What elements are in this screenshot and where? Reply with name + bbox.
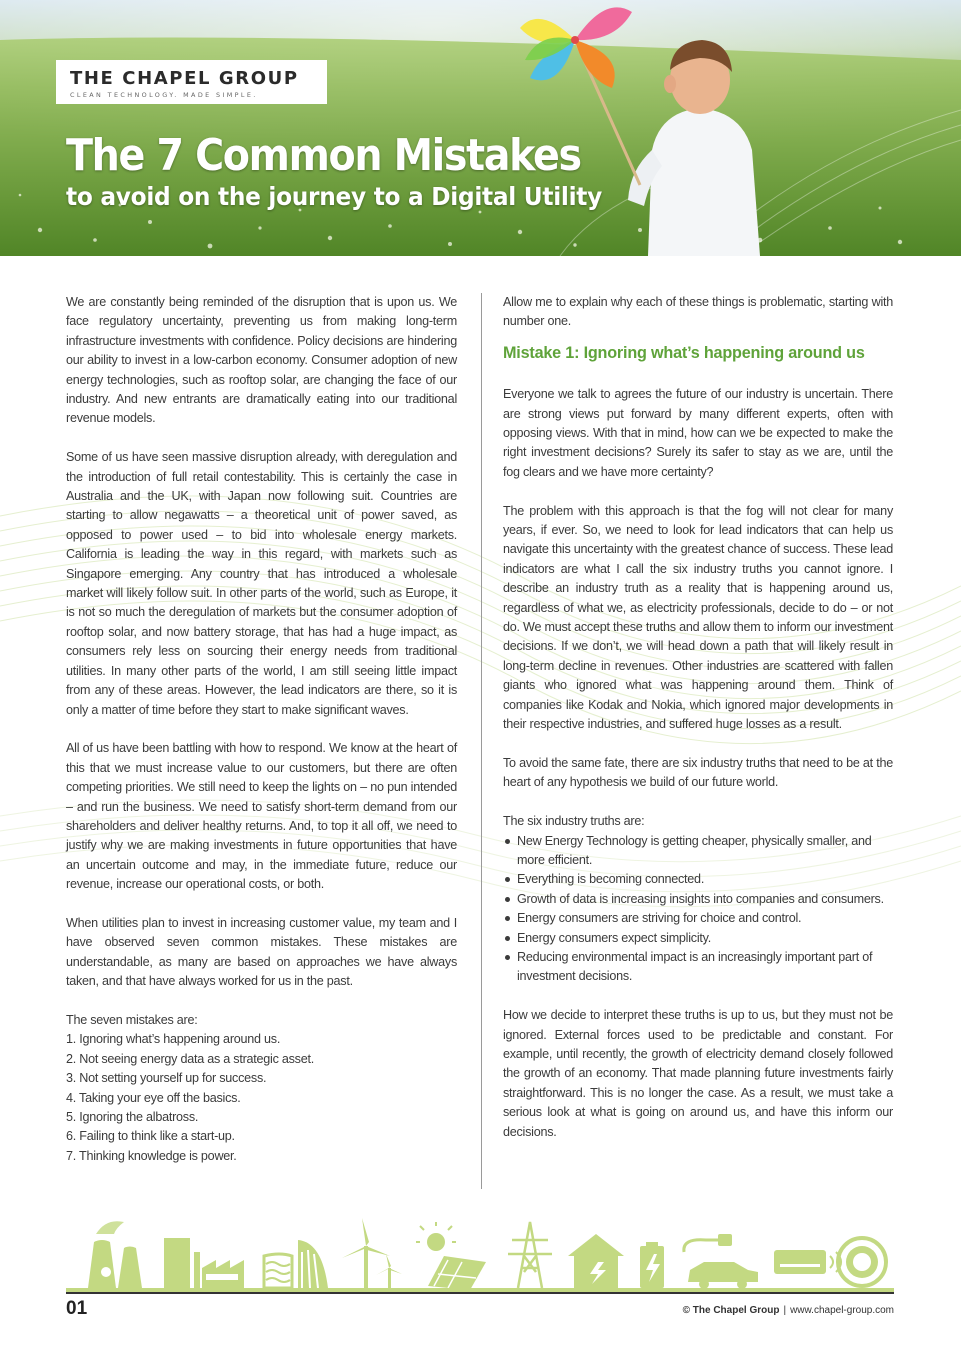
list-intro: The seven mistakes are: [66,1012,198,1027]
list-item: Everything is becoming connected. [503,870,893,889]
list-item: 5. Ignoring the albatross. [66,1110,199,1124]
air-conditioner-icon [774,1250,841,1274]
smart-meter-icon [838,1238,886,1286]
paragraph: All of us have been battling with how to respond. We know at the heart of this that we must increase value to our customers, but there are often competing priorities. We still need to keep the lights on – no pun intended – and run the business. We need to satisfy short-term demand from our shareholders and deliver healthy returns. And, to top it all off, we need to justify why we are making investments in future opportunities that have an uncertain outcome and may, in the immediate future, reduce our revenue, increase our operational costs, or both. [66,741,457,892]
mistakes-list [66,1030,457,1166]
copyright-text: © The Chapel Group [682,1305,780,1316]
hero-banner [0,0,961,256]
electric-car-icon [684,1234,758,1289]
page-number: 01 [66,1298,88,1319]
truths-list [503,832,893,987]
list-item: 6. Failing to think like a start-up. [66,1129,235,1144]
column-divider [481,293,482,1189]
company-logo [56,60,327,104]
nuclear-plant-icon [88,1221,142,1288]
hydro-dam-icon [264,1240,328,1288]
field-photo [0,0,961,256]
left-column [66,293,457,1166]
page-title: The 7 Common Mistakes [66,130,581,181]
paragraph: When utilities plan to invest in increasing customer value, my team and I have observed seven common mistakes. These mistakes are understandable, as many are based on approaches we have always taken, and that have always worked for us in the past. [66,915,457,989]
section-heading: Mistake 1: Ignoring what’s happening around us [503,343,865,362]
list-item: 7. Thinking knowledge is power. [66,1148,237,1163]
list-item: Growth of data is increasing insights into companies and consumers. [503,890,893,909]
logo-name: THE CHAPEL GROUP [70,68,299,89]
smart-home-icon [568,1234,624,1288]
right-column [503,293,893,1161]
paragraph: Allow me to explain why each of these things is problematic, starting with number one. [503,295,893,329]
list-item: Energy consumers are striving for choice and control. [503,909,893,928]
footer-rule [66,1292,894,1294]
website-link[interactable]: www.chapel-group.com [790,1305,894,1316]
list-item: Energy consumers expect simplicity. [503,929,893,948]
paragraph: How we decide to interpret these truths is up to us, but they must not be ignored. External forces used to be predictable and constant. For example, until recently, the growth of electricity demand closely followed the growth of an economy. That made planning future investments fairly straightforward. This is no longer the case. As a result, we must take a serious look at what is going on around us, and have this inform our decisions. [503,1008,893,1139]
list-item: 1. Ignoring what’s happening around us. [66,1032,281,1047]
logo-tagline: CLEAN TECHNOLOGY. MADE SIMPLE. [70,91,258,99]
page-subtitle: to avoid on the journey to a Digital Utility [66,182,602,211]
list-item: 4. Taking your eye off the basics. [66,1090,241,1105]
transmission-tower-icon [508,1222,552,1288]
list-item: New Energy Technology is getting cheaper, physically smaller, and more efficient. [503,832,893,871]
list-intro: The six industry truths are: [503,814,645,829]
list-item: Reducing environmental impact is an increasingly important part of investment decisions. [503,948,893,987]
battery-icon [640,1242,664,1288]
paragraph: We are constantly being reminded of the disruption that is upon us. We face regulatory uncertainty, preventing us from making long-term infrastructure investments with confidence. Policy decisions are hindering our ability to invest in a low-carbon economy. Consumer adoption of new energy technologies, such as rooftop solar, are changing the face of our industry. And new entrants are dramatically eating into our traditional revenue models. [66,295,457,426]
paragraph: To avoid the same fate, there are six industry truths that need to be at the heart of any hypothesis we build of our future world. [503,755,893,790]
factory-icon [164,1238,244,1288]
wind-turbine-icon [342,1218,402,1288]
list-item: 2. Not seeing energy data as a strategic asset. [66,1051,314,1066]
paragraph: Everyone we talk to agrees the future of our industry is uncertain. There are strong views put forward by many different experts, often with opposing views. With that in mind, how can we be expected to make the right investment decisions? Surely its safer to stay as we are, until the fog clears and we have more certainty? [503,387,893,479]
footer-copyright [683,1305,894,1316]
energy-icons-strip [66,1212,894,1292]
paragraph: Some of us have seen massive disruption already, with deregulation and the introduction of full retail contestability. This is certainly the case in Australia and the UK, with Japan now following suit. Countries are starting to allow negawatts – a theoretical unit of power saved, as opposed to power used – to bid into wholesale energy markets. California is leading the way in this regard, with markets such as Singapore emerging. Any country that has introduced a wholesale market will likely follow suit. In other parts of the world, such as Europe, it is not so much the deregulation of markets but the consumer adoption of rooftop solar, and now battery storage, that has had a huge impact, as consumers rely less on sourcing their energy needs from traditional utilities. In many other parts of the world, I am still seeing little impact from any of these areas. However, the lead indicators are there, so it is only a matter of time before they start to make significant waves. [66,450,457,717]
solar-panel-icon [416,1222,486,1290]
paragraph: The problem with this approach is that the fog will not clear for many years, if ever. So, we need to look for lead indicators that can help us navigate this uncertainty with the greatest chance of success. These lead indicators are what I call the six industry truths you cannot ignore. I describe an industry truth as a reality that is happening around us, regardless of what we, as electricity professionals, decide to do – or not do. We must accept these truths and allow them to inform our investment decisions. If we don’t, we will head down a path that will likely result in long-term decline in revenues. Other industries are scattered with fallen giants who ignored what was happening around them. Think of companies like Kodak and Nokia, which ignored major developments in their respective industries, and suffered huge losses as a result. [503,503,893,732]
list-item: 3. Not setting yourself up for success. [66,1071,267,1086]
separator: | [783,1305,787,1316]
